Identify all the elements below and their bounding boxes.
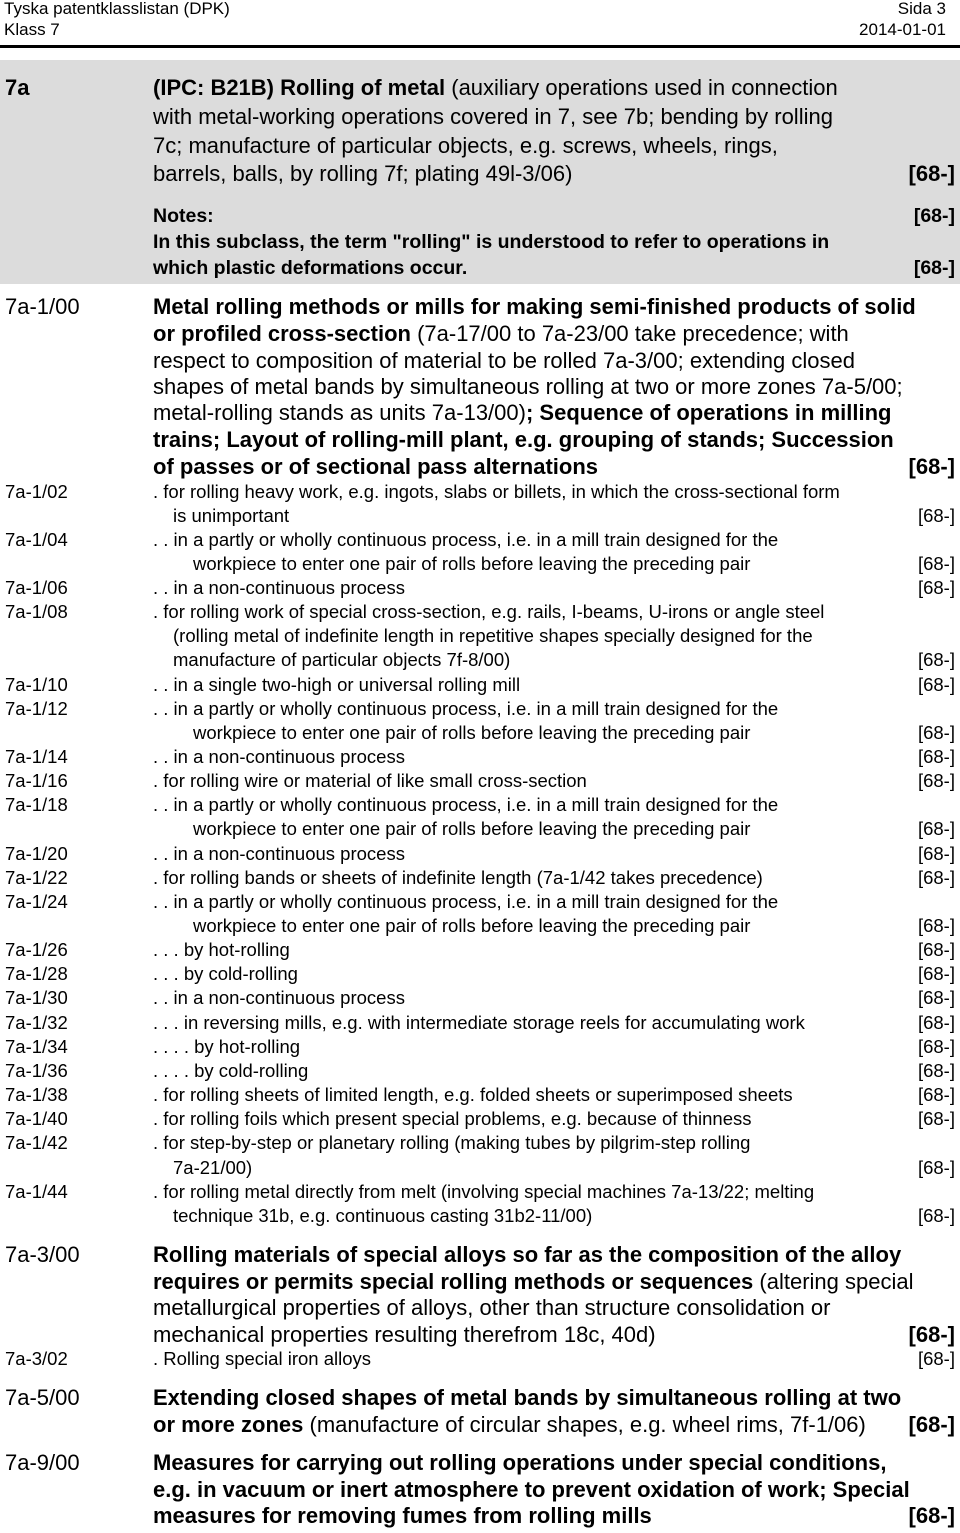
entry-symbol: 7a-1/00: [5, 294, 80, 319]
entry-symbol: 7a-3/02: [5, 1348, 68, 1369]
version-tag: [68-]: [908, 161, 955, 186]
version-tag: [68-]: [913, 257, 955, 279]
notes-text-line: In this subclass, the term "rolling" is understood to refer to operations in: [153, 231, 830, 253]
entry-text-line: workpiece to enter one pair of rolls before leaving the preceding pair: [193, 553, 751, 574]
page-number: Sida 3: [897, 0, 946, 18]
version-tag: [68-]: [908, 454, 955, 479]
entry-symbol: 7a-1/26: [5, 939, 68, 960]
entry-text-line: is unimportant: [173, 505, 290, 526]
entry-symbol: 7a-9/00: [5, 1450, 80, 1475]
entry-symbol: 7a-5/00: [5, 1385, 80, 1410]
entry-symbol: 7a-3/00: [5, 1242, 80, 1267]
entry-text-line: . . in a non-continuous process: [153, 987, 405, 1008]
entry-text-line: shapes of metal bands by simultaneous rolling at two or more zones 7a-5/00;: [153, 374, 903, 399]
version-tag: [68-]: [917, 939, 955, 960]
version-tag: [68-]: [917, 674, 955, 695]
entry-text-line: . . . . by cold-rolling: [153, 1060, 309, 1081]
version-tag: [68-]: [917, 722, 955, 743]
version-tag: [68-]: [917, 818, 955, 839]
class-label: Klass 7: [4, 20, 60, 39]
entry-symbol: 7a-1/14: [5, 746, 68, 767]
entry-text-line: . for rolling bands or sheets of indefinite length (7a-1/42 takes precedence): [153, 867, 763, 888]
entry-text-line: respect to composition of material to be rolled 7a-3/00; extending closed: [153, 348, 855, 373]
entry-text-line: . . . in reversing mills, e.g. with intermediate storage reels for accumulating work: [153, 1012, 805, 1033]
entry-text-line: . . . . by hot-rolling: [153, 1036, 301, 1057]
entry-text-line: Measures for carrying out rolling operations under special conditions,: [153, 1450, 887, 1475]
page-header-left: [4, 0, 230, 40]
class-title-line: with metal-working operations covered in 7, see 7b; bending by rolling: [153, 104, 833, 129]
entry-text-line: of passes or of sectional pass alternations: [153, 454, 599, 479]
entry-symbol: 7a-1/38: [5, 1084, 68, 1105]
version-tag: [68-]: [908, 1503, 955, 1528]
version-tag: [68-]: [917, 577, 955, 598]
entry-text-line: . for rolling wire or material of like small cross-section: [153, 770, 587, 791]
entry-symbol: 7a-1/18: [5, 794, 68, 815]
entry-text-line: . for rolling sheets of limited length, e.g. folded sheets or superimposed sheets: [153, 1084, 793, 1105]
entry-text-line: . . . by hot-rolling: [153, 939, 290, 960]
class-title-line: (IPC: B21B) Rolling of metal (auxiliary operations used in connection: [153, 75, 838, 100]
entry-text-line: Extending closed shapes of metal bands by simultaneous rolling at two: [153, 1385, 902, 1410]
entry-symbol: 7a-1/08: [5, 601, 68, 622]
entry-text-line: metallurgical properties of alloys, other than structure consolidation or: [153, 1295, 831, 1320]
notes-label: Notes:: [153, 205, 214, 227]
version-tag: [68-]: [917, 1036, 955, 1057]
version-tag: [68-]: [917, 1157, 955, 1178]
entry-symbol: 7a-1/02: [5, 481, 68, 502]
entry-text-line: Metal rolling methods or mills for making semi-finished products of solid: [153, 294, 916, 319]
entry-text-line: . for step-by-step or planetary rolling (making tubes by pilgrim-step rolling: [153, 1132, 751, 1153]
entry-text-line: . . . by cold-rolling: [153, 963, 298, 984]
class-symbol: 7a: [5, 75, 30, 100]
version-tag: [68-]: [917, 1348, 955, 1369]
version-tag: [68-]: [917, 1108, 955, 1129]
entry-text-line: . . in a partly or wholly continuous process, i.e. in a mill train designed for the: [153, 529, 779, 550]
document-date: 2014-01-01: [859, 20, 946, 39]
entry-text-line: workpiece to enter one pair of rolls before leaving the preceding pair: [193, 722, 751, 743]
version-tag: [68-]: [917, 1205, 955, 1226]
entry-text-line: . . in a non-continuous process: [153, 746, 405, 767]
entry-text-line: or more zones (manufacture of circular shapes, e.g. wheel rims, 7f-1/06): [153, 1412, 866, 1437]
class-title-line: 7c; manufacture of particular objects, e.g. screws, wheels, rings,: [153, 133, 778, 158]
entry-text-line: . . in a partly or wholly continuous process, i.e. in a mill train designed for the: [153, 698, 779, 719]
header-divider: [0, 45, 960, 48]
version-tag: [68-]: [917, 987, 955, 1008]
entry-text-line: mechanical properties resulting therefrom 18c, 40d): [153, 1322, 656, 1347]
entry-text-line: . for rolling heavy work, e.g. ingots, slabs or billets, in which the cross-sectional form: [153, 481, 840, 502]
entry-symbol: 7a-1/34: [5, 1036, 68, 1057]
entry-symbol: 7a-1/20: [5, 843, 68, 864]
version-tag: [68-]: [908, 1412, 955, 1437]
entry-text-line: trains; Layout of rolling-mill plant, e.g. grouping of stands; Succession: [153, 427, 894, 452]
entry-text-line: . . in a partly or wholly continuous process, i.e. in a mill train designed for the: [153, 794, 779, 815]
version-tag: [68-]: [917, 867, 955, 888]
document-title: Tyska patentklasslistan (DPK): [4, 0, 230, 18]
version-tag: [68-]: [917, 1060, 955, 1081]
version-tag: [68-]: [917, 1084, 955, 1105]
version-tag: [68-]: [917, 505, 955, 526]
entry-symbol: 7a-1/04: [5, 529, 68, 550]
entry-text-line: workpiece to enter one pair of rolls before leaving the preceding pair: [193, 915, 751, 936]
entry-text-line: . . in a single two-high or universal rolling mill: [153, 674, 521, 695]
entry-symbol: 7a-1/36: [5, 1060, 68, 1081]
page-header-right: [859, 0, 946, 40]
class-title-line: barrels, balls, by rolling 7f; plating 49l-3/06): [153, 161, 573, 186]
entry-text-line: (rolling metal of indefinite length in repetitive shapes specially designed for the: [173, 625, 813, 646]
entry-text-line: metal-rolling stands as units 7a-13/00); Sequence of operations in milling: [153, 400, 892, 425]
entry-symbol: 7a-1/22: [5, 867, 68, 888]
entry-text-line: or profiled cross-section (7a-17/00 to 7a-23/00 take precedence; with: [153, 321, 849, 346]
entry-symbol: 7a-1/32: [5, 1012, 68, 1033]
version-tag: [68-]: [917, 770, 955, 791]
entry-text-line: workpiece to enter one pair of rolls before leaving the preceding pair: [193, 818, 751, 839]
entry-text-line: . Rolling special iron alloys: [153, 1348, 371, 1369]
notes-text-line: which plastic deformations occur.: [153, 257, 468, 279]
version-tag: [68-]: [917, 553, 955, 574]
entry-symbol: 7a-1/06: [5, 577, 68, 598]
entry-text-line: . . in a non-continuous process: [153, 843, 405, 864]
version-tag: [68-]: [917, 963, 955, 984]
entry-text-line: . for rolling metal directly from melt (involving special machines 7a-13/22; melting: [153, 1181, 815, 1202]
version-tag: [68-]: [913, 205, 955, 227]
entry-symbol: 7a-1/42: [5, 1132, 68, 1153]
entry-symbol: 7a-1/44: [5, 1181, 68, 1202]
entry-symbol: 7a-1/40: [5, 1108, 68, 1129]
entry-text-line: e.g. in vacuum or inert atmosphere to prevent oxidation of work; Special: [153, 1477, 910, 1502]
entry-text-line: . for rolling work of special cross-section, e.g. rails, I-beams, U-irons or angle steel: [153, 601, 825, 622]
entry-text-line: requires or permits special rolling methods or sequences (altering special: [153, 1269, 914, 1294]
entry-text-line: technique 31b, e.g. continuous casting 31b2-11/00): [173, 1205, 593, 1226]
entry-text-line: 7a-21/00): [173, 1157, 253, 1178]
version-tag: [68-]: [917, 746, 955, 767]
version-tag: [68-]: [917, 1012, 955, 1033]
entry-text-line: measures for removing fumes from rolling mills: [153, 1503, 652, 1528]
entry-text-line: manufacture of particular objects 7f-8/00): [173, 649, 511, 670]
version-tag: [68-]: [917, 915, 955, 936]
entry-text-line: . for rolling foils which present special problems, e.g. because of thinness: [153, 1108, 752, 1129]
version-tag: [68-]: [917, 649, 955, 670]
entry-symbol: 7a-1/30: [5, 987, 68, 1008]
entry-text-line: Rolling materials of special alloys so far as the composition of the alloy: [153, 1242, 902, 1267]
version-tag: [68-]: [908, 1322, 955, 1347]
entry-symbol: 7a-1/28: [5, 963, 68, 984]
entry-symbol: 7a-1/12: [5, 698, 68, 719]
version-tag: [68-]: [917, 843, 955, 864]
entry-text-line: . . in a non-continuous process: [153, 577, 405, 598]
entry-symbol: 7a-1/16: [5, 770, 68, 791]
entry-symbol: 7a-1/24: [5, 891, 68, 912]
entry-text-line: . . in a partly or wholly continuous process, i.e. in a mill train designed for the: [153, 891, 779, 912]
entry-symbol: 7a-1/10: [5, 674, 68, 695]
